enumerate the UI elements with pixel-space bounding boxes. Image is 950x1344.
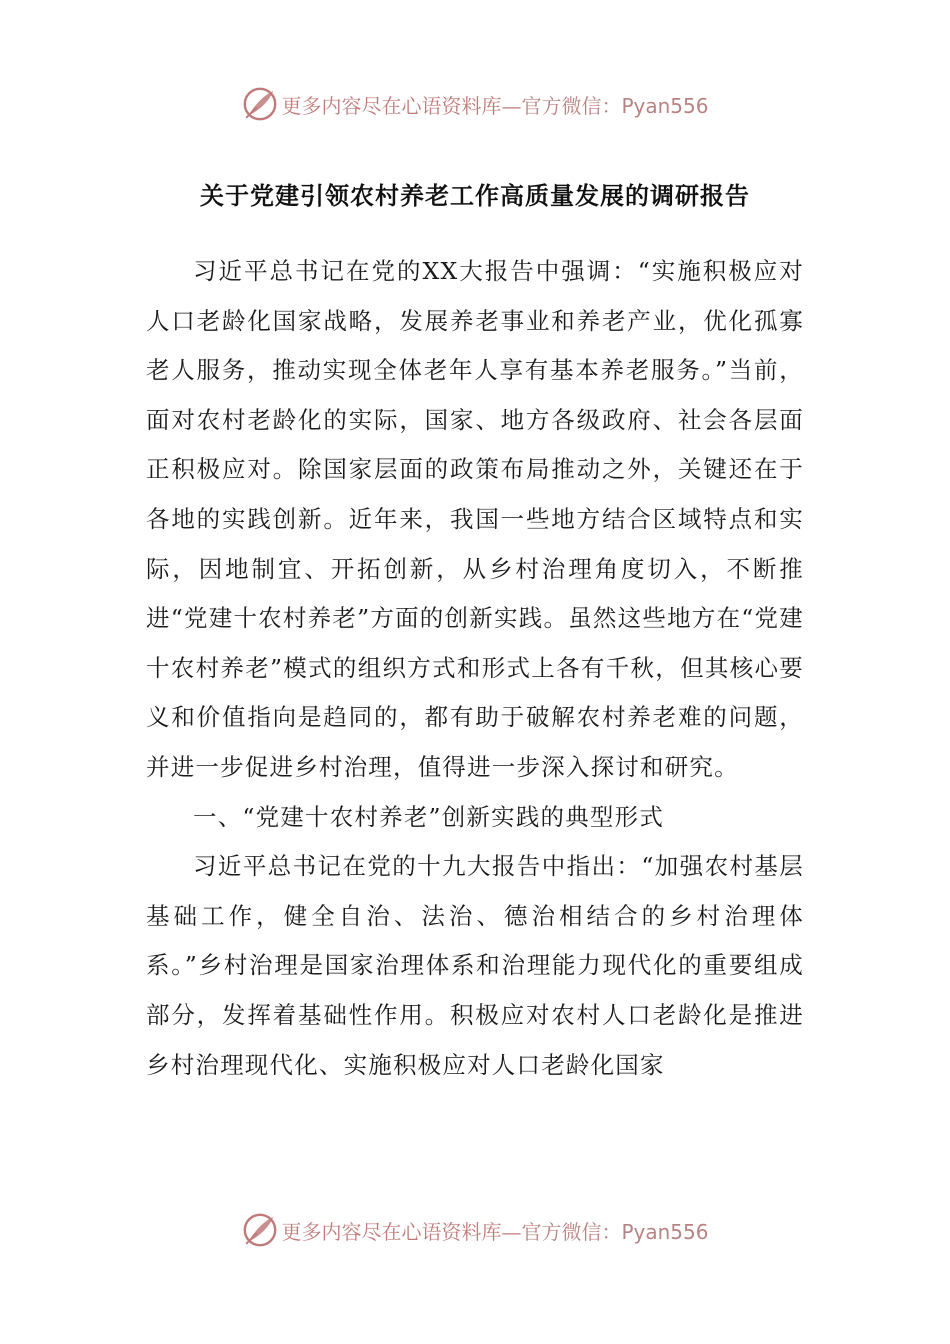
quill-logo-icon — [241, 1211, 279, 1249]
document-body — [146, 247, 804, 1090]
watermark-wechat-text: 官方微信：Pyan556 — [521, 93, 709, 118]
quill-logo-icon — [241, 85, 279, 123]
footer-watermark — [0, 1210, 950, 1250]
body-paragraph: 习近平总书记在党的十九大报告中指出：“加强农村基层基础工作，健全自治、法治、德治相结合的乡村治理体系。”乡村治理是国家治理体系和治理能力现代化的重要组成部分，发挥着基础性作用。积极应对农村人口老龄化是推进乡村治理现代化、实施积极应对人口老龄化国家 — [146, 852, 804, 1079]
section-heading: 一、“党建十农村养老”创新实践的典型形式 — [193, 802, 665, 831]
watermark-site-text: 更多内容尽在心语资料库— — [281, 1219, 522, 1244]
watermark-wechat-text: 官方微信：Pyan556 — [521, 1219, 709, 1244]
document-title: 关于党建引领农村养老工作高质量发展的调研报告 — [200, 182, 750, 210]
watermark-site-text: 更多内容尽在心语资料库— — [281, 93, 522, 118]
body-paragraph: 习近平总书记在党的XX大报告中强调：“实施积极应对人口老龄化国家战略，发展养老事业和养老产业，优化孤寡老人服务，推动实现全体老年人享有基本养老服务。”当前，面对农村老龄化的实际，国家、地方各级政府、社会各层面正积极应对。除国家层面的政策布局推动之外，关键还在于各地的实践创新。近年来，我国一些地方结合区域特点和实际，因地制宜、开拓创新，从乡村治理角度切入，不断推进“党建十农村养老”方面的创新实践。虽然这些地方在“党建十农村养老”模式的组织方式和形式上各有千秋，但其核心要义和价值指向是趋同的，都有助于破解农村养老难的问题，并进一步促进乡村治理，值得进一步深入探讨和研究。 — [146, 257, 804, 781]
header-watermark — [0, 84, 950, 124]
